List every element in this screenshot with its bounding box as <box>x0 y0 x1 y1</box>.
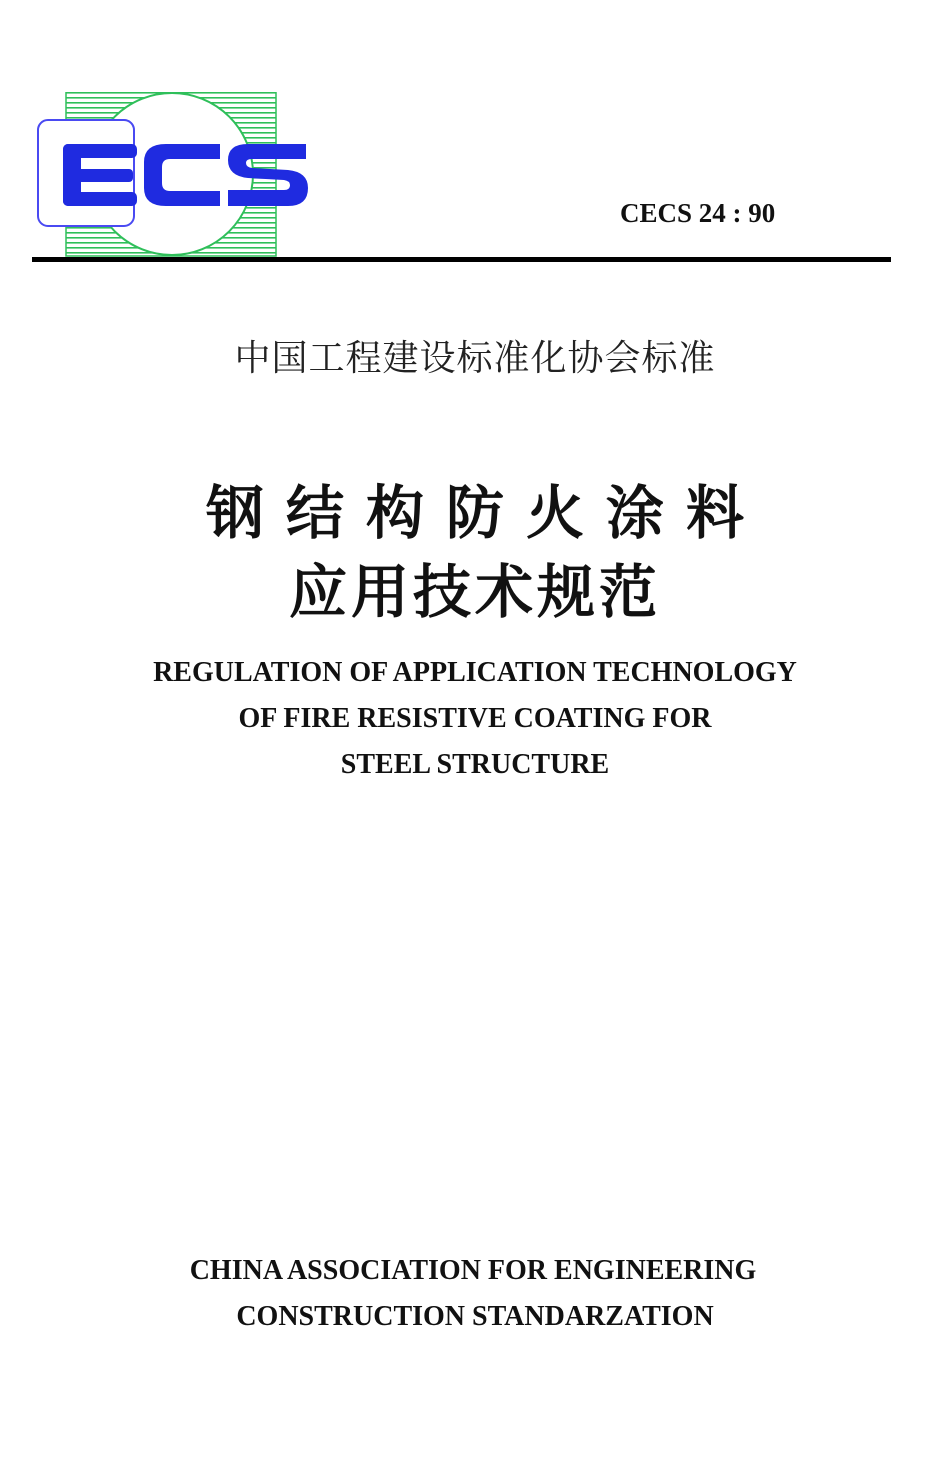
logo-letter-s <box>228 144 308 206</box>
ecs-logo <box>36 92 316 258</box>
ecs-logo-graphic <box>36 92 316 258</box>
standard-code: CECS 24 : 90 <box>620 198 776 228</box>
title-en-line2: OF FIRE RESISTIVE COATING FOR <box>238 703 712 734</box>
title-cn-line1: 钢结构防火涂料 <box>205 479 766 547</box>
publisher-line1: CHINA ASSOCIATION FOR ENGINEERING <box>189 1255 757 1286</box>
logo-letter-e <box>63 144 137 206</box>
title-cn-line2: 应用技术规范 <box>288 558 661 626</box>
title-en-line3: STEEL STRUCTURE <box>340 749 610 780</box>
publisher-line2: CONSTRUCTION STANDARZATION <box>236 1301 714 1332</box>
title-en-line1: REGULATION OF APPLICATION TECHNOLOGY <box>153 657 797 688</box>
organization-name-cn: 中国工程建设标准化协会标准 <box>234 338 716 379</box>
header-divider <box>32 257 891 262</box>
